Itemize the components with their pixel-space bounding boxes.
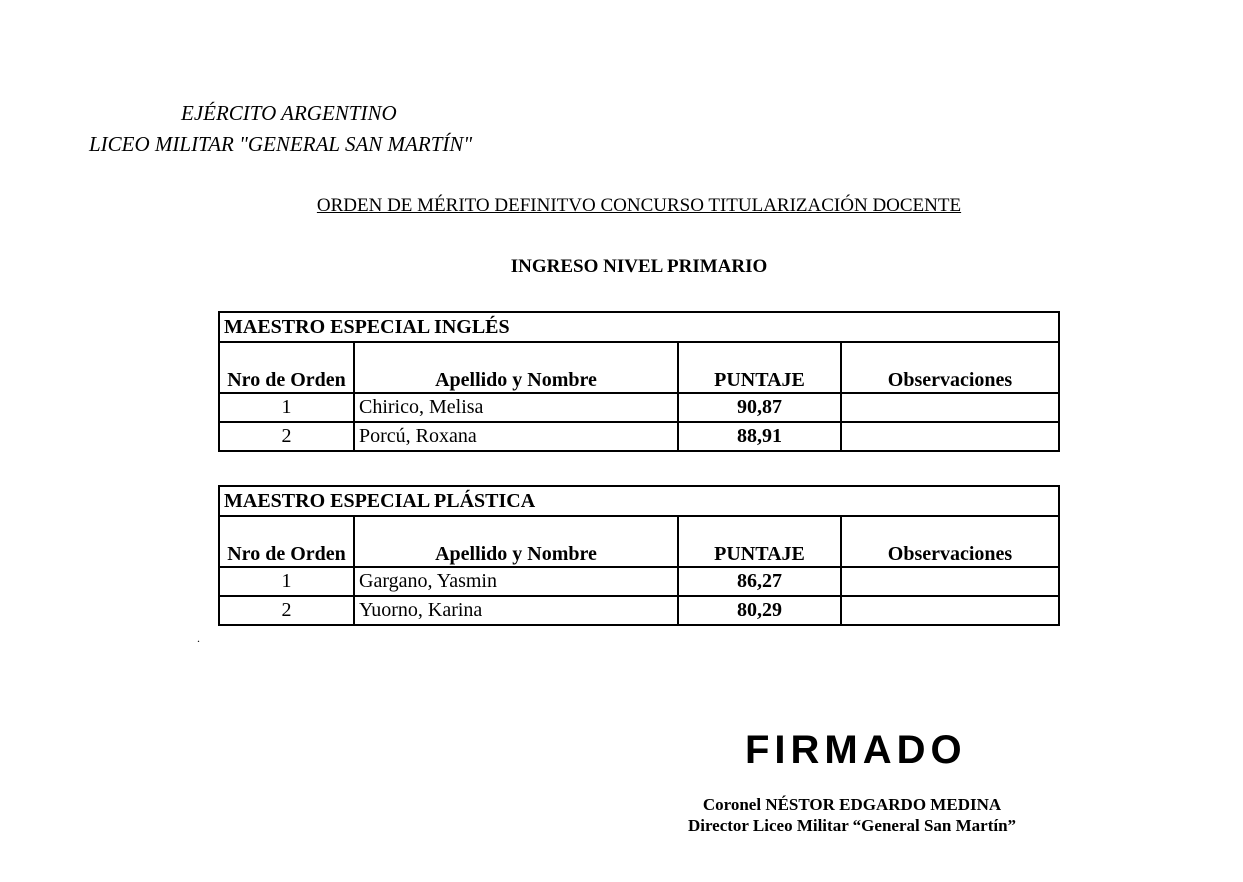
signed-stamp: FIRMADO — [745, 728, 967, 772]
cell-observaciones — [841, 567, 1059, 596]
cell-nombre: Porcú, Roxana — [354, 422, 678, 451]
table-row — [219, 422, 1059, 451]
cell-orden: 2 — [219, 422, 354, 451]
document-title: ORDEN DE MÉRITO DEFINITVO CONCURSO TITULARIZACIÓN DOCENTE — [316, 195, 962, 216]
section-title: MAESTRO ESPECIAL INGLÉS — [219, 312, 1059, 342]
stray-mark: . — [197, 631, 200, 645]
table-header-row — [219, 342, 1059, 393]
signer-role: Director Liceo Militar “General San Martín” — [687, 816, 1017, 835]
column-header-orden: Nro de Orden — [219, 516, 354, 567]
cell-puntaje: 80,29 — [678, 596, 841, 625]
cell-orden: 2 — [219, 596, 354, 625]
column-header-nombre: Apellido y Nombre — [354, 516, 678, 567]
cell-puntaje: 88,91 — [678, 422, 841, 451]
institution-line-2: LICEO MILITAR "GENERAL SAN MARTÍN" — [89, 132, 473, 156]
cell-orden: 1 — [219, 393, 354, 422]
institution-line-1: EJÉRCITO ARGENTINO — [181, 101, 397, 125]
cell-nombre: Yuorno, Karina — [354, 596, 678, 625]
cell-observaciones — [841, 422, 1059, 451]
cell-observaciones — [841, 596, 1059, 625]
cell-puntaje: 90,87 — [678, 393, 841, 422]
column-header-puntaje: PUNTAJE — [678, 342, 841, 393]
table-row — [219, 596, 1059, 625]
signer-name: Coronel NÉSTOR EDGARDO MEDINA — [702, 795, 1002, 814]
cell-observaciones — [841, 393, 1059, 422]
column-header-puntaje: PUNTAJE — [678, 516, 841, 567]
cell-orden: 1 — [219, 567, 354, 596]
cell-puntaje: 86,27 — [678, 567, 841, 596]
column-header-observaciones: Observaciones — [841, 516, 1059, 567]
column-header-observaciones: Observaciones — [841, 342, 1059, 393]
merit-table-ingles — [218, 311, 1060, 452]
table-header-row — [219, 516, 1059, 567]
cell-nombre: Gargano, Yasmin — [354, 567, 678, 596]
merit-table-plastica — [218, 485, 1060, 626]
table-row — [219, 567, 1059, 596]
section-title: MAESTRO ESPECIAL PLÁSTICA — [219, 486, 1059, 516]
document-subtitle: INGRESO NIVEL PRIMARIO — [510, 256, 768, 277]
column-header-orden: Nro de Orden — [219, 342, 354, 393]
table-row — [219, 393, 1059, 422]
cell-nombre: Chirico, Melisa — [354, 393, 678, 422]
column-header-nombre: Apellido y Nombre — [354, 342, 678, 393]
